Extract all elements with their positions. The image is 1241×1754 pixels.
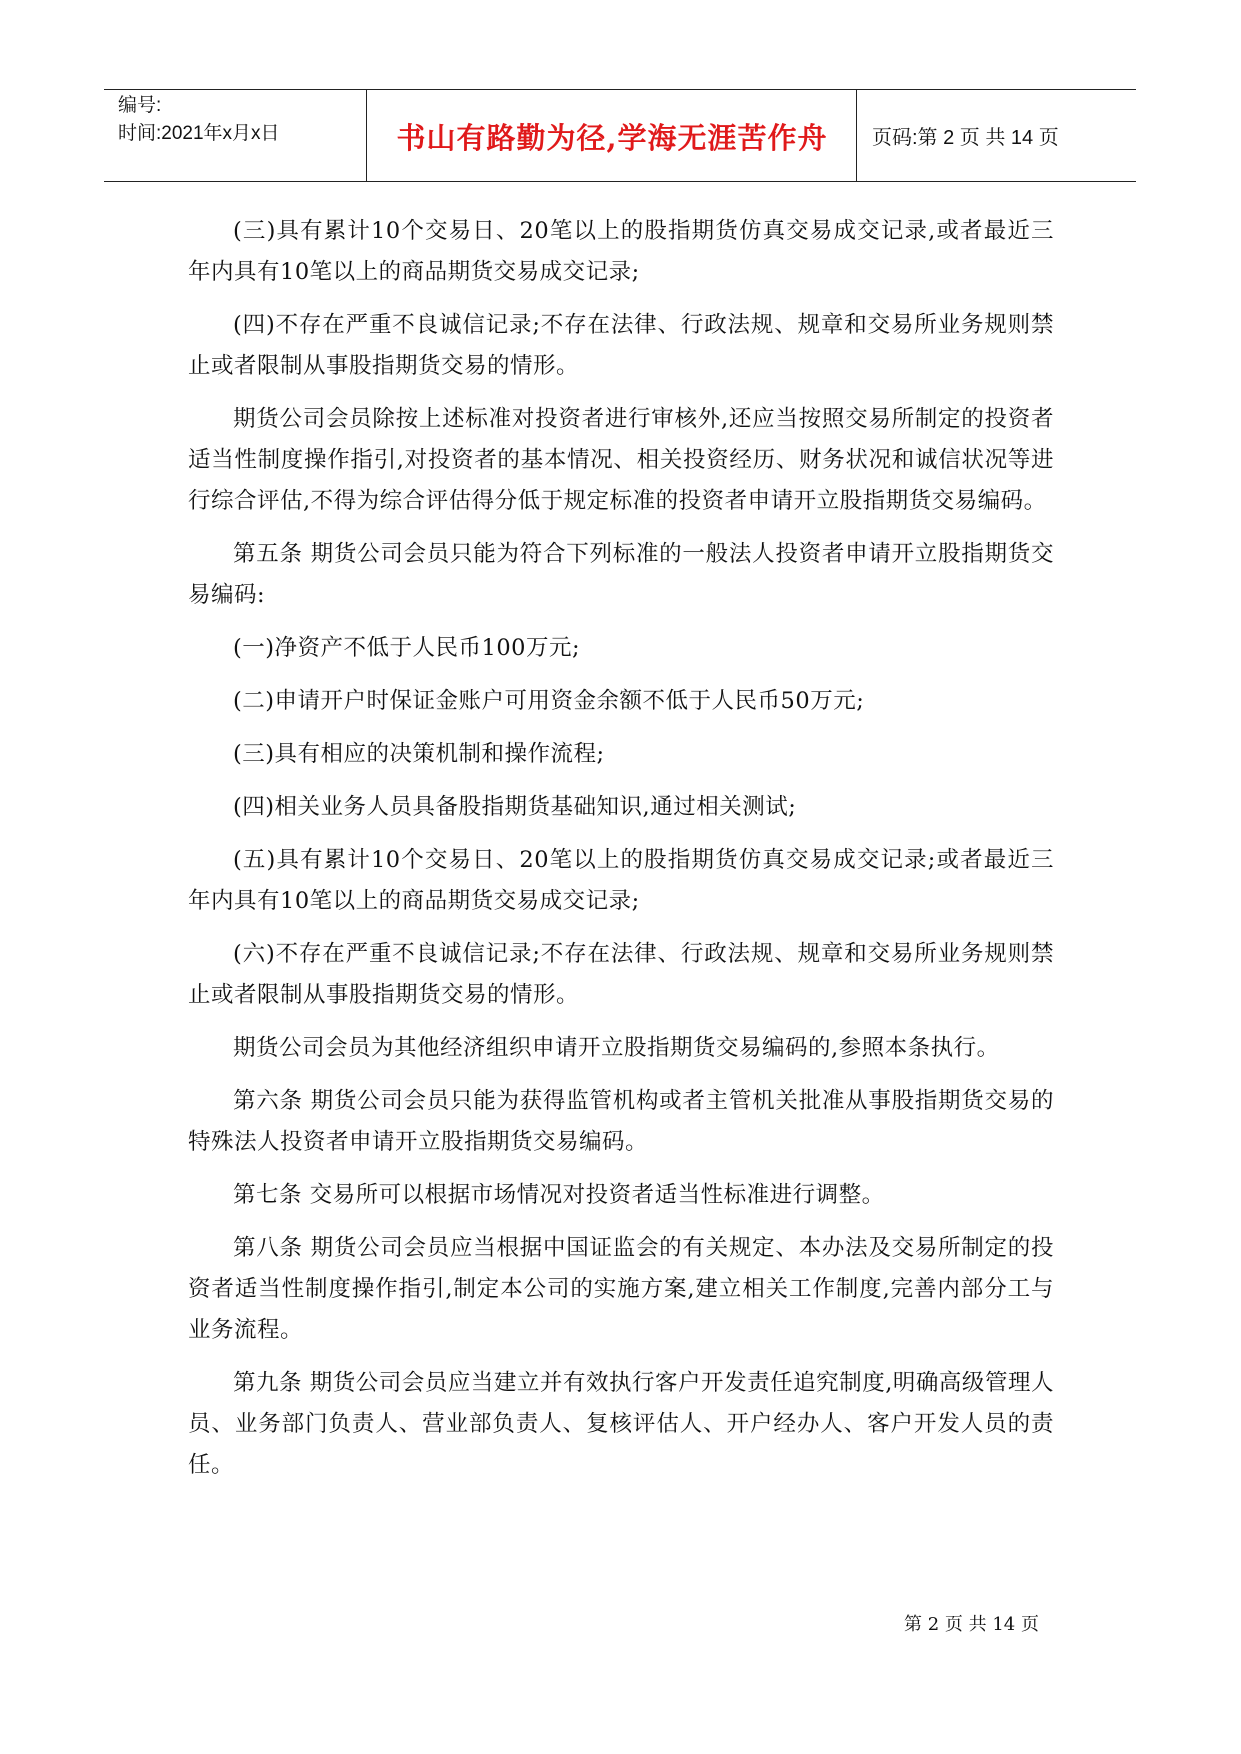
paragraph: (五)具有累计10个交易日、20笔以上的股指期货仿真交易成交记录;或者最近三年内具有10笔以上的商品期货交易成交记录;: [188, 847, 1054, 914]
header-motto: 书山有路勤为径,学海无涯苦作舟: [396, 121, 828, 155]
paragraph: 期货公司会员除按上述标准对投资者进行审核外,还应当按照交易所制定的投资者适当性制度操作指引,对投资者的基本情况、相关投资经历、财务状况和诚信状况等进行综合评估,不得为综合评估得分低于规定标准的投资者申请开立股指期货交易编码。: [188, 406, 1054, 514]
paragraph: (四)相关业务人员具备股指期货基础知识,通过相关测试;: [233, 794, 797, 820]
page-footer: 第 2 页 共 14 页: [904, 1614, 1039, 1635]
header-page-number: 页码:第 2 页 共 14 页: [872, 127, 1059, 149]
paragraph: (四)不存在严重不良诚信记录;不存在法律、行政法规、规章和交易所业务规则禁止或者限制从事股指期货交易的情形。: [188, 312, 1054, 379]
article-7-paragraph: 第七条 交易所可以根据市场情况对投资者适当性标准进行调整。: [233, 1182, 885, 1208]
article-5-paragraph: 第五条 期货公司会员只能为符合下列标准的一般法人投资者申请开立股指期货交易编码:: [188, 541, 1054, 608]
paragraph: (三)具有相应的决策机制和操作流程;: [233, 741, 605, 767]
document-number-label: 编号:: [118, 95, 162, 116]
paragraph: (六)不存在严重不良诚信记录;不存在法律、行政法规、规章和交易所业务规则禁止或者限制从事股指期货交易的情形。: [188, 941, 1054, 1008]
page-header: [104, 89, 1136, 182]
paragraph: (二)申请开户时保证金账户可用资金余额不低于人民币50万元;: [233, 688, 865, 714]
header-divider-left: [366, 90, 367, 181]
article-8-paragraph: 第八条 期货公司会员应当根据中国证监会的有关规定、本办法及交易所制定的投资者适当性制度操作指引,制定本公司的实施方案,建立相关工作制度,完善内部分工与业务流程。: [188, 1235, 1054, 1343]
document-time-label: 时间:2021年x月x日: [118, 123, 280, 144]
paragraph: 期货公司会员为其他经济组织申请开立股指期货交易编码的,参照本条执行。: [233, 1035, 1000, 1061]
article-6-paragraph: 第六条 期货公司会员只能为获得监管机构或者主管机关批准从事股指期货交易的特殊法人投资者申请开立股指期货交易编码。: [188, 1088, 1054, 1155]
header-meta: [118, 92, 280, 148]
document-body: [188, 211, 1054, 1486]
paragraph: (一)净资产不低于人民币100万元;: [233, 635, 581, 661]
paragraph: (三)具有累计10个交易日、20笔以上的股指期货仿真交易成交记录,或者最近三年内具有10笔以上的商品期货交易成交记录;: [188, 218, 1054, 285]
header-divider-right: [856, 90, 857, 181]
article-9-paragraph: 第九条 期货公司会员应当建立并有效执行客户开发责任追究制度,明确高级管理人员、业务部门负责人、营业部负责人、复核评估人、开户经办人、客户开发人员的责任。: [188, 1370, 1054, 1478]
